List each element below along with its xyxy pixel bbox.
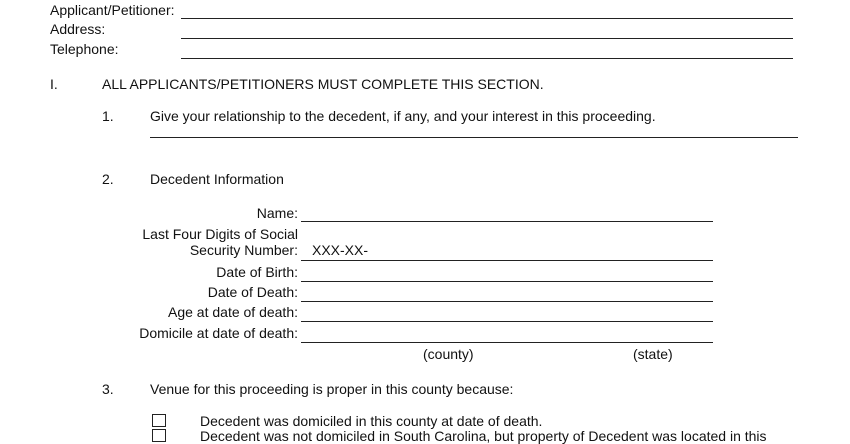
applicant-label: Applicant/Petitioner: <box>50 2 175 18</box>
venue-option-2-label: Decedent was not domiciled in South Carolina, but property of Decedent was located in this <box>200 428 767 444</box>
age-label: Age at date of death: <box>168 304 298 320</box>
question-1-text: Give your relationship to the decedent, if any, and your interest in this proceeding. <box>150 108 656 124</box>
dob-field[interactable] <box>301 281 713 282</box>
age-field[interactable] <box>301 321 713 322</box>
ssn-label-line2: Security Number: <box>189 242 298 258</box>
question-3-number: 3. <box>102 381 114 397</box>
dob-label: Date of Birth: <box>216 264 298 280</box>
county-caption: (county) <box>423 346 474 362</box>
dod-label: Date of Death: <box>207 284 298 300</box>
relationship-field[interactable] <box>150 137 798 138</box>
ssn-label-line1: Last Four Digits of Social <box>142 226 298 242</box>
question-3-text: Venue for this proceeding is proper in this county because: <box>150 381 514 397</box>
decedent-name-field[interactable] <box>301 221 713 222</box>
question-2-text: Decedent Information <box>150 171 284 187</box>
venue-option-1-checkbox[interactable] <box>152 414 166 427</box>
state-caption: (state) <box>633 346 673 362</box>
decedent-name-label: Name: <box>256 205 298 221</box>
applicant-field[interactable] <box>181 18 793 19</box>
venue-option-1-label: Decedent was domiciled in this county at date of death. <box>200 413 543 429</box>
section-numeral: I. <box>50 76 58 92</box>
ssn-value: XXX-XX- <box>312 242 369 258</box>
question-1-number: 1. <box>102 108 114 124</box>
address-label: Address: <box>50 21 106 37</box>
domicile-label: Domicile at date of death: <box>139 325 298 341</box>
telephone-label: Telephone: <box>50 41 119 57</box>
ssn-field[interactable] <box>301 260 713 261</box>
section-heading: ALL APPLICANTS/PETITIONERS MUST COMPLETE THIS SECTION. <box>102 76 544 92</box>
domicile-field[interactable] <box>301 342 713 343</box>
telephone-field[interactable] <box>181 58 793 59</box>
dod-field[interactable] <box>301 301 713 302</box>
question-2-number: 2. <box>102 171 114 187</box>
address-field[interactable] <box>181 38 793 39</box>
venue-option-2-checkbox[interactable] <box>152 429 166 442</box>
